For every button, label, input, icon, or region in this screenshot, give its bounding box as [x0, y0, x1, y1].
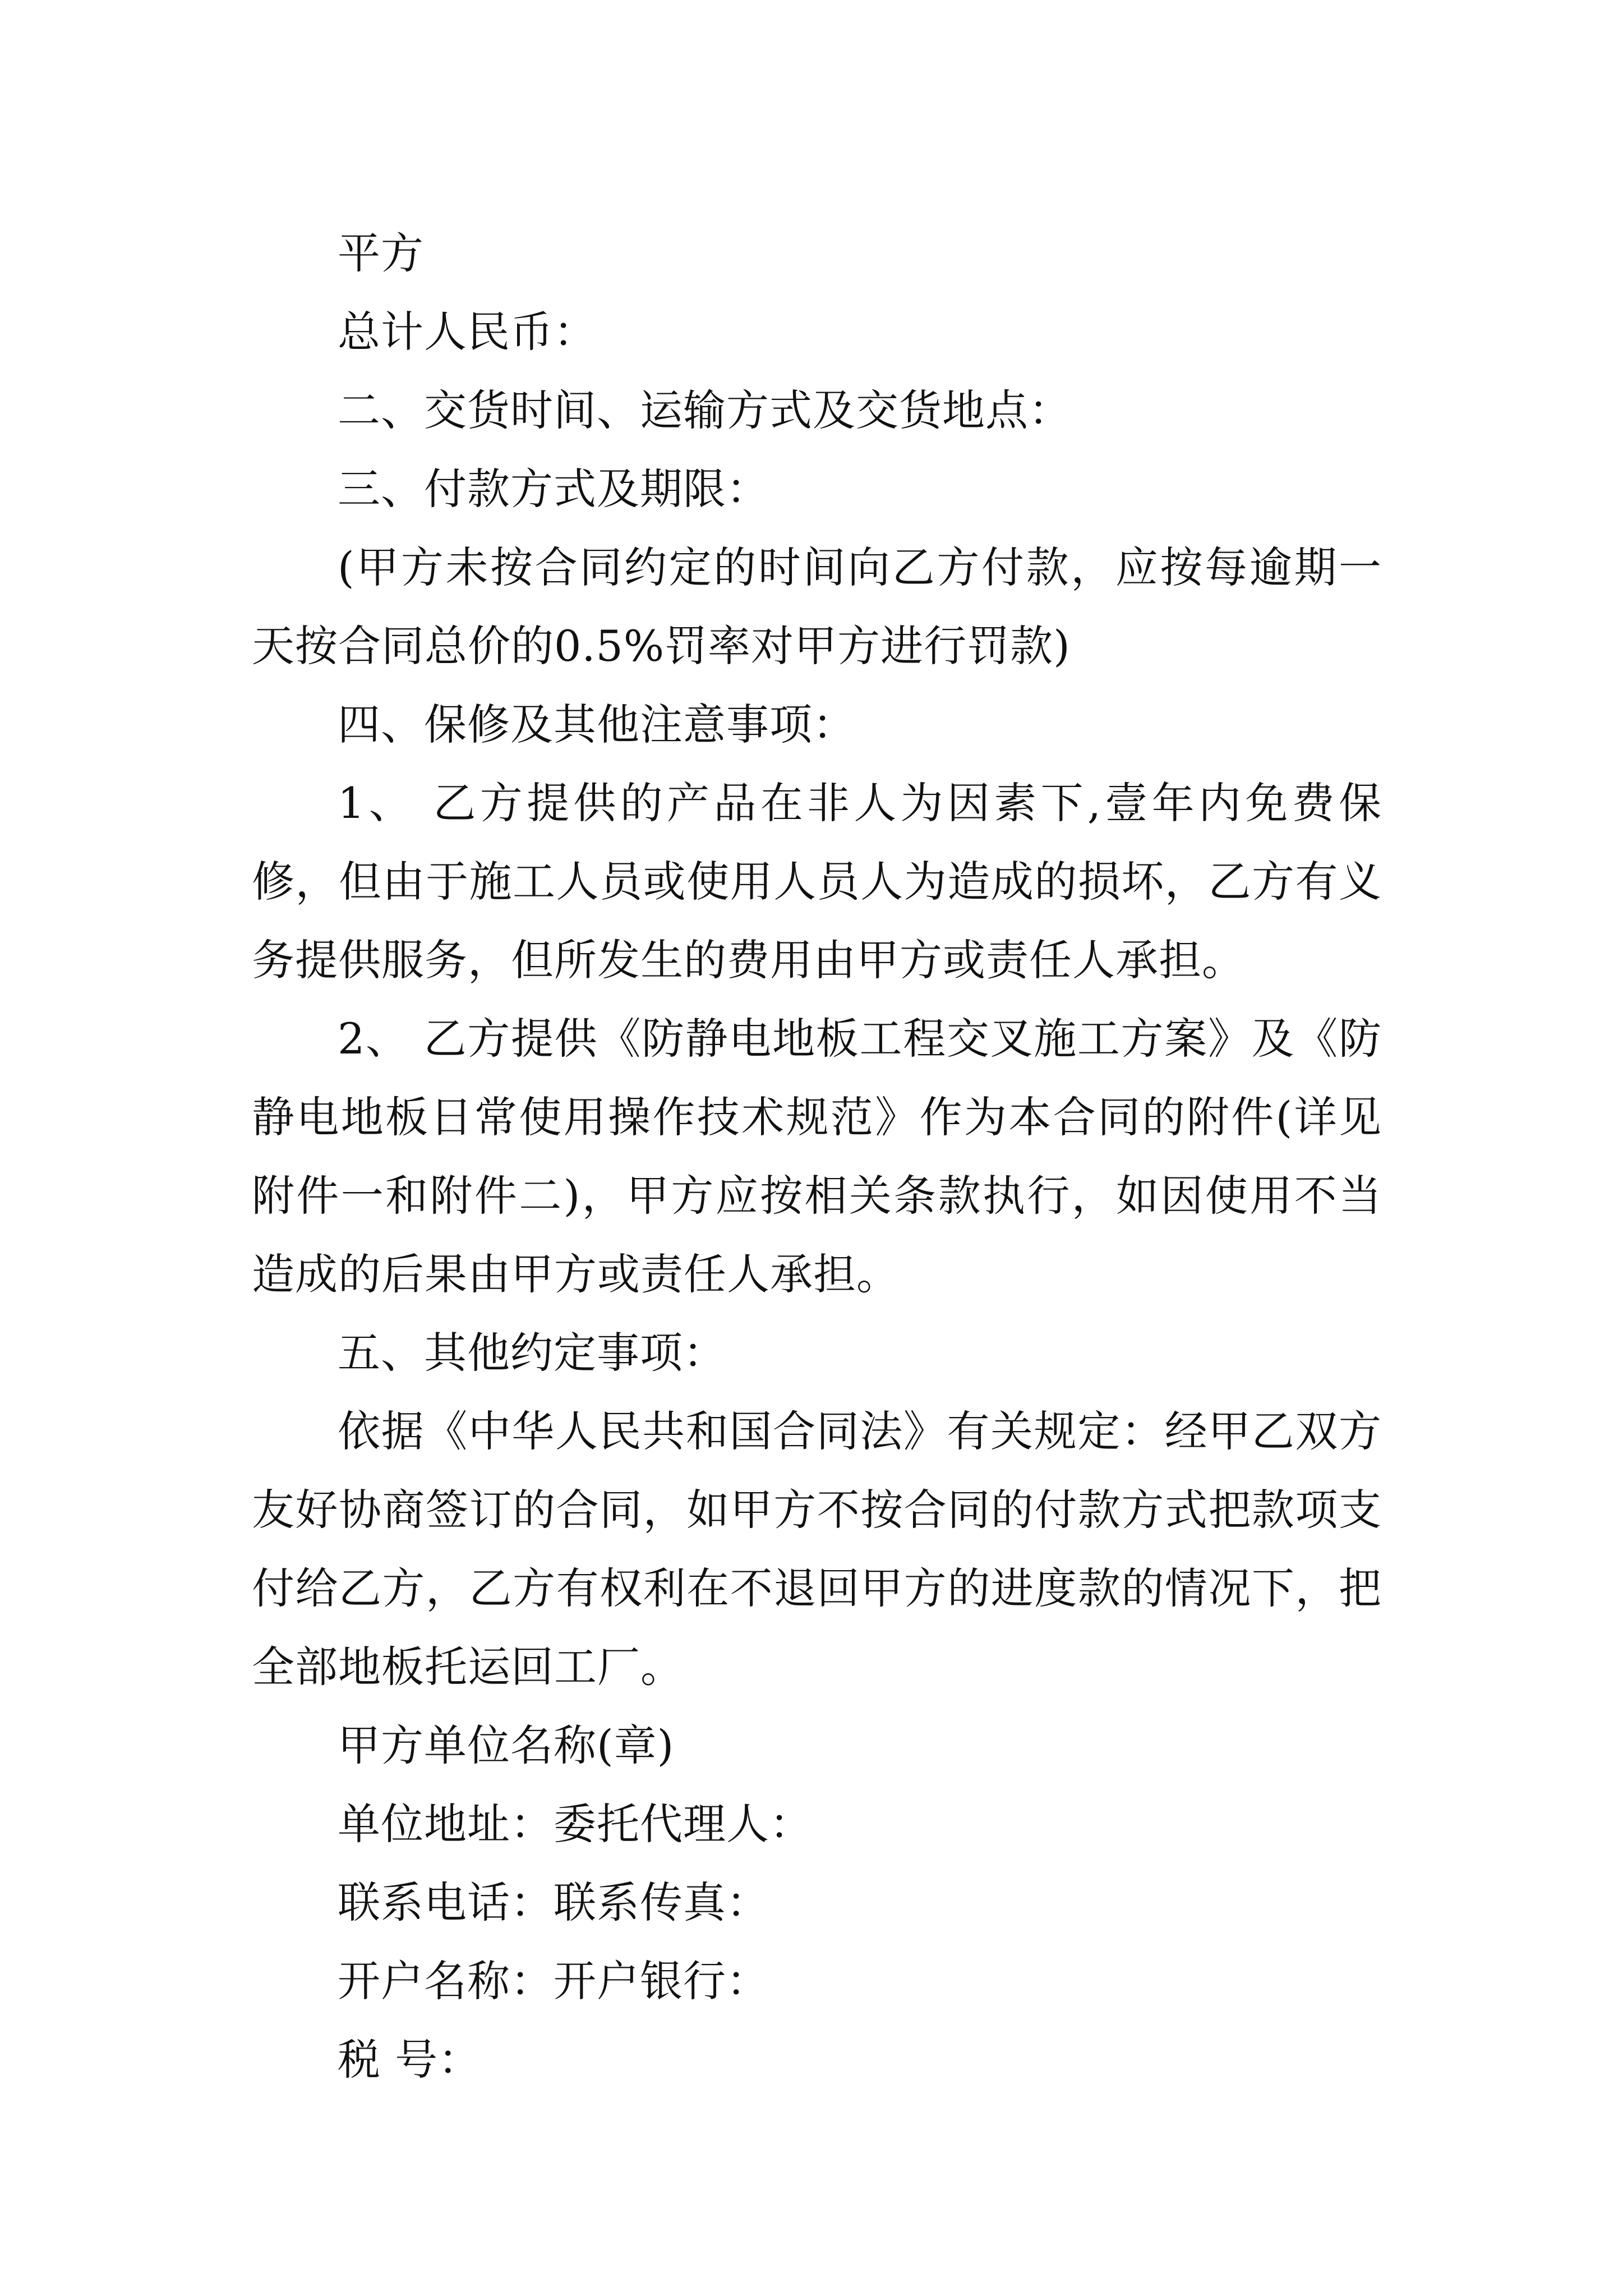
phone-fax-label: 联系电话：联系传真： [338, 1878, 769, 1927]
party-a-name-label: 甲方单位名称(章) [338, 1720, 675, 1770]
section-four-heading: 四、保修及其他注意事项： [338, 700, 856, 749]
warranty-clause-2: 2、 乙方提供《防静电地板工程交叉施工方案》及《防静电地板日常使用操作技术规范》作为本合同的附件(详见附件一和附件二)，甲方应按相关条款执行，如因使用不当造成的后果由甲方或责任人承担。 [252, 1014, 1382, 1299]
section-three-heading: 三、付款方式及期限： [338, 464, 769, 514]
section-five-heading: 五、其他约定事项： [338, 1328, 726, 1378]
total-rmb-line: 总计人民币： [338, 307, 597, 357]
document-body [252, 214, 1382, 2099]
area-unit-line: 平方 [338, 228, 424, 278]
warranty-clause-1: 1、 乙方提供的产品在非人为因素下,壹年内免费保修，但由于施工人员或使用人员人为造成的损坏，乙方有义务提供服务，但所发生的费用由甲方或责任人承担。 [252, 778, 1382, 985]
account-bank-label: 开户名称：开户银行： [338, 1956, 769, 2006]
section-two-heading: 二、交货时间、运输方式及交货地点： [338, 385, 1072, 435]
address-agent-label: 单位地址：委托代理人： [338, 1799, 813, 1849]
contract-law-clause: 依据《中华人民共和国合同法》有关规定：经甲乙双方友好协商签订的合同，如甲方不按合同的付款方式把款项支付给乙方，乙方有权利在不退回甲方的进度款的情况下，把全部地板托运回工厂。 [252, 1406, 1382, 1692]
late-payment-penalty-note: (甲方未按合同约定的时间向乙方付款，应按每逾期一天按合同总价的0.5%罚率对甲方进行罚款) [252, 542, 1382, 671]
tax-number-label: 税 号： [338, 2035, 482, 2085]
